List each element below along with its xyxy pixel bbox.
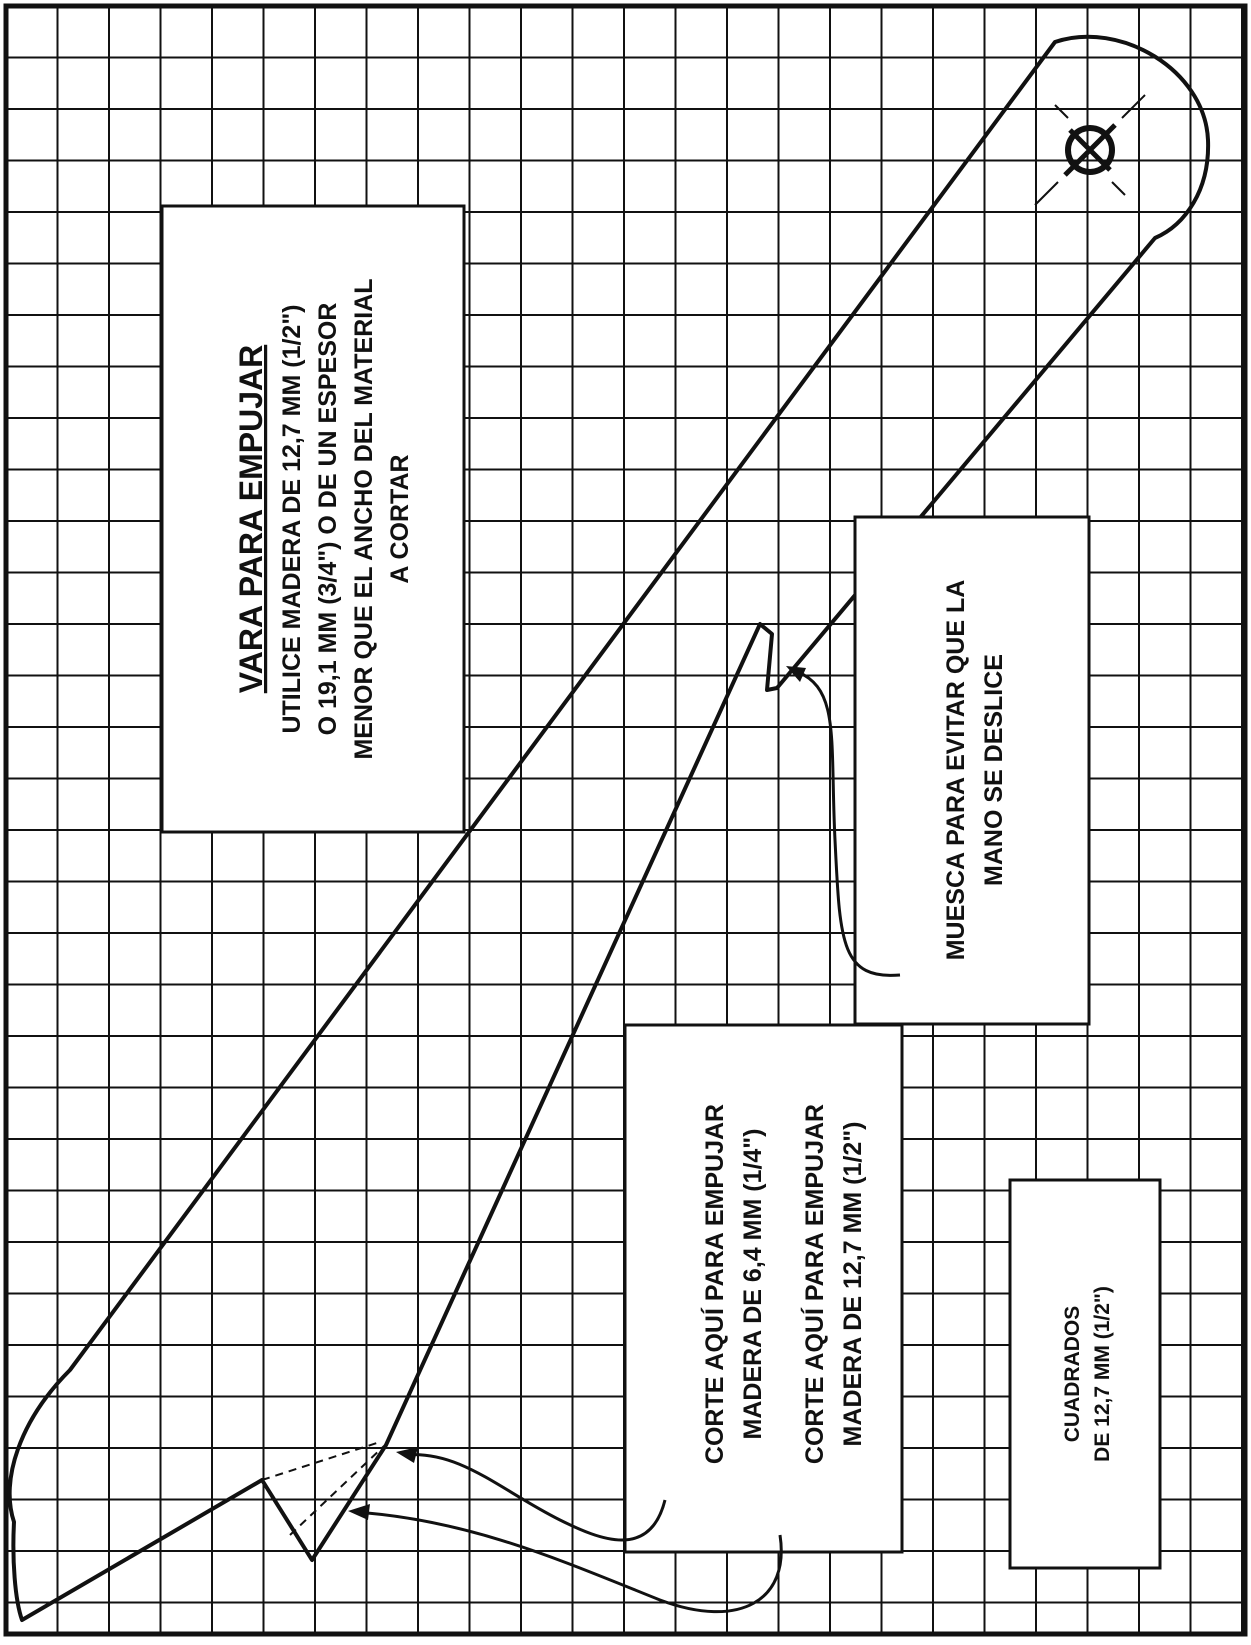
instruction-line-2: O 19,1 MM (3/4") O DE UN ESPESOR	[314, 302, 342, 736]
diagram-title: VARA PARA EMPUJAR	[233, 344, 269, 694]
instruction-line-3: MENOR QUE EL ANCHO DEL MATERIAL	[350, 278, 378, 760]
cut-callout-2-line-2: MADERA DE 12,7 MM (1/2")	[839, 1121, 867, 1447]
cut-quarter-arrow-head	[396, 1447, 418, 1463]
cut-callout-1-line-1: CORTE AQUÍ PARA EMPUJAR	[701, 1103, 729, 1465]
notch-callout-line-2: MANO SE DESLICE	[980, 654, 1008, 886]
instruction-line-4: A CORTAR	[386, 454, 414, 584]
notch-callout-line-1: MUESCA PARA EVITAR QUE LA	[942, 579, 970, 961]
pivot-hole-mark	[1035, 95, 1145, 205]
scale-box	[1010, 1180, 1160, 1568]
title-box	[162, 206, 464, 832]
cut-callout-box	[625, 1025, 902, 1552]
cut-callout-2-line-1: CORTE AQUÍ PARA EMPUJAR	[801, 1103, 829, 1465]
scale-line-2: DE 12,7 MM (1/2")	[1091, 1286, 1114, 1462]
cut-half-arrow-head	[348, 1504, 370, 1520]
notch-callout-box	[855, 517, 1089, 1024]
cut-callout-1-line-2: MADERA DE 6,4 MM (1/4")	[739, 1128, 767, 1440]
scale-line-1: CUADRADOS	[1061, 1305, 1084, 1443]
instruction-line-1: UTILICE MADERA DE 12,7 MM (1/2")	[278, 304, 306, 734]
